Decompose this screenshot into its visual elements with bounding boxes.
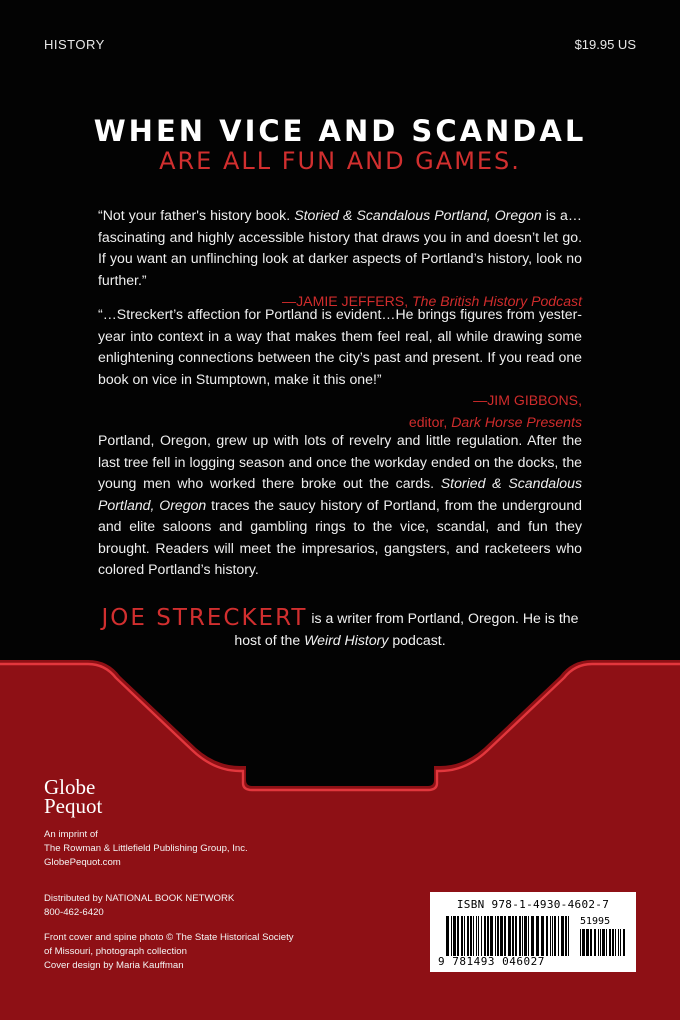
barcode-bar: [495, 916, 496, 956]
barcode-bar: [453, 916, 456, 956]
reviewer-name: —JAMIE JEFFERS,: [282, 293, 413, 309]
barcode-bar: [473, 916, 474, 956]
barcode-bar: [481, 916, 482, 956]
barcode-bar: [512, 916, 514, 956]
author-bio-text: podcast.: [388, 631, 446, 648]
barcode-bar: [519, 916, 521, 956]
barcode-bar: [623, 929, 625, 956]
book-title: Storied & Scandalous Portland, Oregon: [294, 207, 542, 223]
barcode-bar: [451, 916, 452, 956]
description-text: traces the saucy history of Portland, from the underground and elite saloons and gambling rings to the vice, scandal, and fun they brought. Readers will meet the impresarios, gangsters, and racketeers who colored Portland’s history.: [98, 496, 582, 577]
barcode-bar: [582, 929, 585, 956]
headline-line1: WHEN VICE AND SCANDAL: [93, 114, 587, 148]
barcode-bar: [461, 916, 463, 956]
reviewer-source: The British History Podcast: [412, 293, 582, 309]
quote-text: is a…fascinating and highly accessible history that draws you in and doesn’t let go. If you want an unflinching look at darker aspects of Portland’s history, look no further.”: [98, 207, 582, 288]
barcode-bar: [476, 916, 477, 956]
barcode-bar: [602, 929, 605, 956]
distributor: Distributed by NATIONAL BOOK NETWORK: [44, 893, 235, 904]
cover-credits: [44, 931, 294, 973]
barcode-bar: [580, 929, 581, 956]
barcode-bar: [568, 916, 569, 956]
publisher-website: GlobePequot.com: [44, 857, 121, 868]
barcode-bar: [618, 929, 619, 956]
logo-line2: Pequot: [44, 794, 103, 818]
barcode-bar: [565, 916, 567, 956]
barcode-bar: [524, 916, 527, 956]
reviewer-role: editor,: [408, 413, 452, 430]
barcode-bar: [594, 929, 596, 956]
headline-line2: ARE ALL FUN AND GAMES.: [159, 147, 521, 175]
barcode-bar: [464, 916, 465, 956]
barcode-bar: [457, 916, 459, 956]
barcode-digits: 9 781493 046027: [438, 955, 545, 968]
quote-text: “Not your father's history book.: [98, 207, 295, 223]
credit-line: of Missouri, photograph collection: [44, 946, 187, 957]
barcode-bar: [586, 929, 589, 956]
book-title: Storied & Scandalous Portland, Oregon: [98, 475, 582, 513]
barcode-bar: [606, 929, 607, 956]
barcode-bar: [508, 916, 511, 956]
isbn-barcode: [430, 892, 636, 972]
barcode-bar: [484, 916, 486, 956]
reviewer-name: —JIM GIBBONS,: [473, 392, 582, 408]
isbn-number: ISBN 978-1-4930-4602-7: [456, 898, 610, 911]
credit-line: Cover design by Maria Kauffman: [44, 960, 184, 971]
barcode-bar: [609, 929, 611, 956]
barcode-bar: [550, 916, 551, 956]
reviewer-source: Dark Horse Presents: [451, 413, 582, 430]
barcode-bar: [615, 929, 616, 956]
barcode-bar: [522, 916, 523, 956]
author-bio: [98, 605, 582, 651]
author-bio-text: is a writer from Portland, Oregon. He is the host of the: [234, 610, 579, 648]
distribution-info: [44, 892, 234, 920]
price-label: $19.95 US: [574, 37, 636, 52]
category-label: HISTORY: [44, 37, 105, 52]
logo-line1: Globe: [44, 775, 96, 799]
ean-barcode-bars: [446, 916, 570, 956]
barcode-bar: [590, 929, 592, 956]
barcode-bar: [528, 916, 529, 956]
imprint-line: The Rowman & Littlefield Publishing Group, Inc.: [44, 843, 248, 854]
barcode-bar: [536, 916, 539, 956]
barcode-bar: [531, 916, 534, 956]
phone-number: 800-462-6420: [44, 907, 104, 918]
barcode-bar: [598, 929, 599, 956]
barcode-bar: [500, 916, 503, 956]
barcode-bar: [446, 916, 449, 956]
barcode-bar: [515, 916, 517, 956]
barcode-bar: [541, 916, 544, 956]
author-name: JOE STRECKERT: [101, 605, 308, 631]
barcode-bar: [554, 916, 556, 956]
barcode-bar: [612, 929, 614, 956]
barcode-bar: [600, 929, 601, 956]
barcode-bar: [552, 916, 553, 956]
imprint-info: [44, 828, 248, 870]
review-quote-2: [98, 304, 582, 433]
barcode-bar: [490, 916, 493, 956]
price-code: 51995: [580, 916, 611, 927]
podcast-title: Weird History: [304, 631, 389, 648]
barcode-bar: [497, 916, 499, 956]
price-barcode-bars: [580, 929, 628, 956]
quote-text: “…Streckert’s affection for Portland is evident…He brings figures from yester-year into context in a way that makes them feel real, all while drawing some enlightening connections between the city’s past and present. If you read one book on vice in Stumptown, make it this one!”: [98, 306, 582, 387]
imprint-line: An imprint of: [44, 829, 98, 840]
barcode-bar: [620, 929, 621, 956]
book-description: [98, 430, 582, 581]
barcode-bar: [478, 916, 479, 956]
barcode-bar: [504, 916, 506, 956]
barcode-bar: [487, 916, 489, 956]
barcode-bar: [470, 916, 472, 956]
credit-line: Front cover and spine photo © The State Historical Society: [44, 932, 294, 943]
description-text: Portland, Oregon, grew up with lots of revelry and little regulation. After the last tree fell in logging season and once the workday ended on the docks, the young men who worked there broke out the cards.: [98, 432, 582, 491]
barcode-bar: [558, 916, 559, 956]
barcode-bar: [546, 916, 548, 956]
publisher-logo: [44, 775, 103, 818]
review-quote-1: [98, 205, 582, 313]
barcode-bar: [561, 916, 564, 956]
barcode-bar: [467, 916, 469, 956]
